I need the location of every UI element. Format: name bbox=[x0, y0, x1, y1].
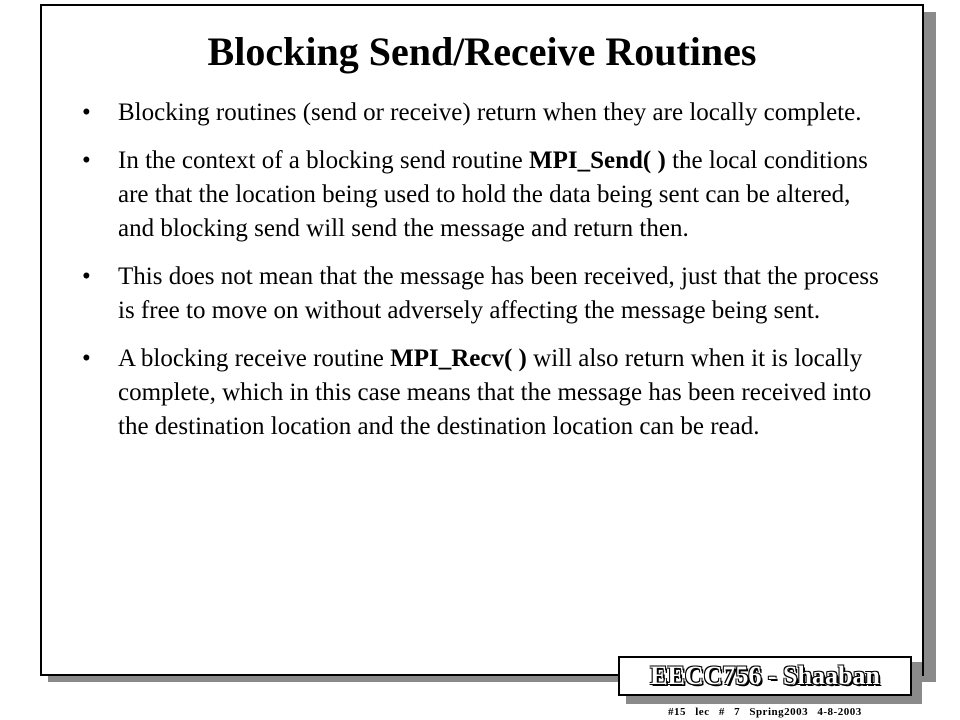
bullet-text bbox=[118, 144, 882, 246]
bullet-text bbox=[118, 260, 882, 328]
bullet-list bbox=[82, 96, 882, 458]
bullet-dot: • bbox=[82, 345, 91, 372]
bullet-text-part: A blocking receive routine bbox=[118, 345, 391, 372]
bullet-bold-term: MPI_Recv( ) bbox=[390, 345, 527, 372]
bullet-item bbox=[82, 342, 882, 444]
slide-title: Blocking Send/Receive Routines bbox=[207, 29, 757, 74]
bullet-item bbox=[82, 96, 882, 130]
footer-box bbox=[618, 656, 912, 696]
bullet-text-part: In the context of a blocking send routine bbox=[118, 147, 529, 174]
bullet-dot: • bbox=[82, 263, 91, 290]
bullet-item bbox=[82, 260, 882, 328]
bullet-text bbox=[118, 342, 882, 444]
footer-meta: #15 lec # 7 Spring2003 4-8-2003 bbox=[668, 706, 862, 718]
bullet-text-part: This does not mean that the message has been received, just that the process is free to move on without adversely affecting the message being sent. bbox=[118, 263, 879, 324]
bullet-dot: • bbox=[82, 147, 91, 174]
bullet-text-part: Blocking routines (send or receive) return when they are locally complete. bbox=[118, 99, 862, 126]
bullet-dot: • bbox=[82, 99, 91, 126]
bullet-item bbox=[82, 144, 882, 246]
bullet-bold-term: MPI_Send( ) bbox=[529, 147, 666, 174]
bullet-text bbox=[118, 96, 882, 130]
footer-label: EECC756 - Shaaban bbox=[650, 661, 880, 690]
bullet-text-part: will also return when it is locally complete, which in this case means that the message has been received into the destination location and the destination location can be read. bbox=[118, 345, 872, 440]
bullet-text-part: the local conditions are that the location being used to hold the data being sent can be altered, and blocking send will send the message and return then. bbox=[118, 147, 868, 242]
